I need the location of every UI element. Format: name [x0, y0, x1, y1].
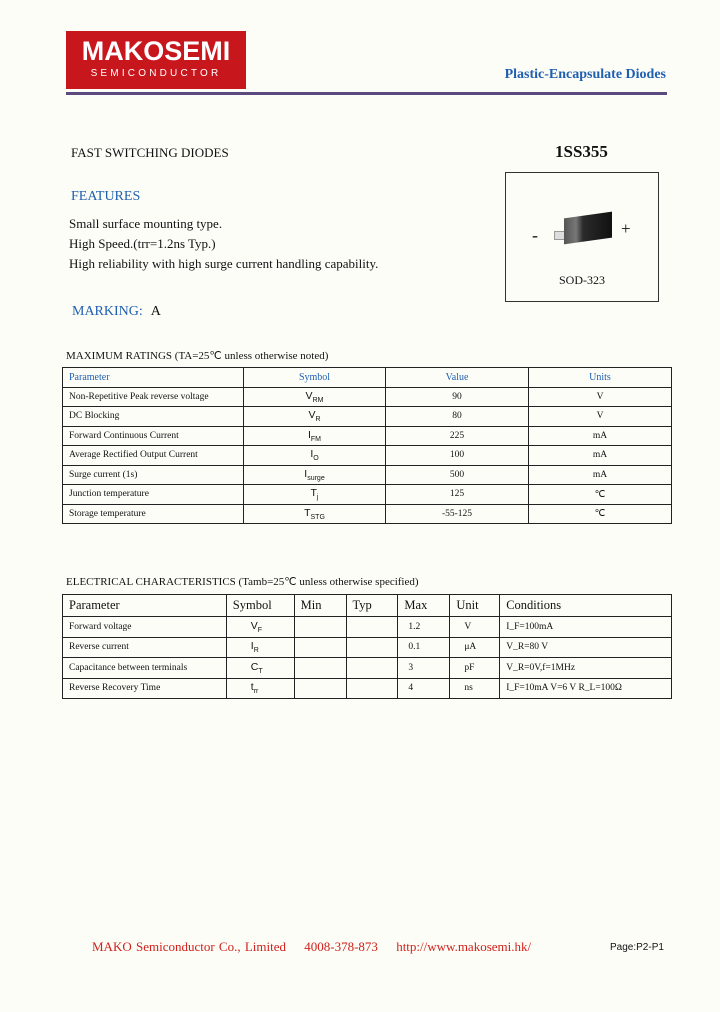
table-row	[63, 407, 672, 427]
conditions-cell: V_R=0V,f=1MHz	[500, 658, 672, 679]
unit-cell: ℃	[529, 504, 672, 524]
min-cell	[294, 678, 346, 699]
parameter-cell: Average Rectified Output Current	[63, 446, 244, 466]
table-row	[63, 387, 672, 407]
symbol-base: I	[250, 640, 254, 653]
electrical-characteristics-table	[62, 594, 672, 699]
cathode-label: -	[532, 225, 538, 245]
value-cell: 100	[386, 446, 529, 466]
value-cell: -55-125	[386, 504, 529, 524]
typ-cell	[346, 637, 398, 658]
feature-item: High reliability with high surge current handling capability.	[69, 256, 379, 271]
anode-label: +	[621, 219, 631, 238]
page-number: Page:P2-P1	[610, 942, 664, 953]
column-header: Max	[398, 595, 450, 617]
parameter-cell: Forward Continuous Current	[63, 426, 244, 446]
parameter-cell: Forward voltage	[63, 617, 227, 638]
symbol-subscript: j	[316, 494, 319, 502]
parameter-cell: Reverse Recovery Time	[63, 678, 227, 699]
symbol-cell	[226, 617, 294, 638]
max-cell: 0.1	[398, 637, 450, 658]
diode-package-image	[564, 212, 612, 245]
symbol-subscript: FM	[310, 435, 322, 443]
conditions-cell: I_F=100mA	[500, 617, 672, 638]
symbol-cell	[244, 426, 386, 446]
symbol-base: C	[250, 660, 259, 673]
logo-sub-text: SEMICONDUCTOR	[90, 68, 222, 79]
symbol-base: T	[304, 506, 311, 519]
parameter-cell: Capacitance between terminals	[63, 658, 227, 679]
footer-url-link[interactable]: http://www.makosemi.hk/	[396, 939, 532, 954]
table-row	[63, 465, 672, 485]
value-cell: 90	[386, 387, 529, 407]
symbol-base: I	[304, 467, 308, 480]
electrical-caption: ELECTRICAL CHARACTERISTICS (Tamb=25℃ unless otherwise specified)	[66, 576, 419, 588]
symbol-cell	[226, 678, 294, 699]
symbol-cell	[244, 504, 386, 524]
symbol-subscript: T	[258, 667, 263, 675]
table-row	[63, 637, 672, 658]
column-header: Min	[294, 595, 346, 617]
table-row	[63, 678, 672, 699]
logo-main-text: MAKOSEMI	[81, 36, 231, 66]
header-title: Plastic-Encapsulate Diodes	[504, 67, 666, 82]
max-cell: 4	[398, 678, 450, 699]
min-cell	[294, 658, 346, 679]
marking-value: A	[150, 304, 161, 319]
unit-cell: V	[529, 407, 672, 427]
symbol-subscript: rr	[253, 688, 259, 696]
column-header: Symbol	[244, 368, 386, 388]
symbol-base: I	[307, 428, 311, 441]
symbol-subscript: surge	[307, 474, 325, 482]
conditions-cell: V_R=80 V	[500, 637, 672, 658]
symbol-base: V	[305, 389, 313, 402]
symbol-cell	[244, 485, 386, 505]
symbol-cell	[226, 658, 294, 679]
feature-item: High Speed.(trr=1.2ns Typ.)	[69, 236, 216, 251]
column-header: Conditions	[500, 595, 672, 617]
min-cell	[294, 617, 346, 638]
symbol-subscript: RM	[312, 396, 324, 404]
parameter-cell: Surge current (1s)	[63, 465, 244, 485]
unit-cell: ns	[450, 678, 500, 699]
column-header: Units	[529, 368, 672, 388]
company-logo	[66, 31, 246, 89]
max-ratings-caption: MAXIMUM RATINGS (TA=25℃ unless otherwise noted)	[66, 350, 329, 362]
unit-cell: mA	[529, 426, 672, 446]
package-figure	[505, 172, 659, 302]
symbol-subscript: O	[313, 455, 319, 463]
unit-cell: V	[529, 387, 672, 407]
symbol-cell	[244, 446, 386, 466]
column-header: Typ	[346, 595, 398, 617]
feature-item: Small surface mounting type.	[69, 216, 223, 231]
unit-cell: pF	[450, 658, 500, 679]
value-cell: 500	[386, 465, 529, 485]
table-row	[63, 446, 672, 466]
symbol-base: V	[308, 409, 316, 422]
symbol-cell	[244, 387, 386, 407]
symbol-subscript: R	[315, 416, 321, 424]
header-divider	[66, 92, 667, 95]
features-heading: FEATURES	[71, 189, 141, 204]
footer-company: MAKO Semiconductor Co., Limited	[92, 939, 287, 954]
table-row	[63, 658, 672, 679]
table-row	[63, 485, 672, 505]
conditions-cell: I_F=10mA V=6 V R_L=100Ω	[500, 678, 672, 699]
footer	[92, 939, 545, 955]
symbol-cell	[244, 407, 386, 427]
symbol-cell	[226, 637, 294, 658]
typ-cell	[346, 658, 398, 679]
marking	[72, 304, 161, 320]
part-number: 1SS355	[555, 142, 608, 161]
symbol-base: I	[310, 448, 314, 461]
min-cell	[294, 637, 346, 658]
value-cell: 80	[386, 407, 529, 427]
unit-cell: mA	[529, 465, 672, 485]
parameter-cell: Non-Repetitive Peak reverse voltage	[63, 387, 244, 407]
unit-cell: μA	[450, 637, 500, 658]
symbol-cell	[244, 465, 386, 485]
column-header: Unit	[450, 595, 500, 617]
parameter-cell: Junction temperature	[63, 485, 244, 505]
table-row	[63, 426, 672, 446]
unit-cell: ℃	[529, 485, 672, 505]
column-header: Symbol	[226, 595, 294, 617]
symbol-subscript: R	[253, 647, 259, 655]
typ-cell	[346, 617, 398, 638]
max-cell: 3	[398, 658, 450, 679]
doc-subtitle: FAST SWITCHING DIODES	[71, 145, 229, 160]
parameter-cell: DC Blocking	[63, 407, 244, 427]
symbol-base: V	[250, 619, 258, 632]
symbol-subscript: F	[257, 626, 263, 634]
symbol-base: t	[250, 681, 254, 694]
value-cell: 225	[386, 426, 529, 446]
column-header: Parameter	[63, 368, 244, 388]
table-header-row	[63, 595, 672, 617]
symbol-subscript: STG	[310, 513, 325, 521]
table-header-row	[63, 368, 672, 388]
marking-label: MARKING:	[72, 304, 143, 319]
unit-cell: V	[450, 617, 500, 638]
unit-cell: mA	[529, 446, 672, 466]
table-row	[63, 504, 672, 524]
package-name: SOD-323	[558, 273, 605, 287]
column-header: Value	[386, 368, 529, 388]
column-header: Parameter	[63, 595, 227, 617]
value-cell: 125	[386, 485, 529, 505]
footer-phone: 4008-378-873	[304, 939, 378, 954]
parameter-cell: Reverse current	[63, 637, 227, 658]
parameter-cell: Storage temperature	[63, 504, 244, 524]
symbol-base: T	[310, 487, 317, 500]
max-ratings-table	[62, 367, 672, 524]
max-cell: 1.2	[398, 617, 450, 638]
typ-cell	[346, 678, 398, 699]
table-row	[63, 617, 672, 638]
